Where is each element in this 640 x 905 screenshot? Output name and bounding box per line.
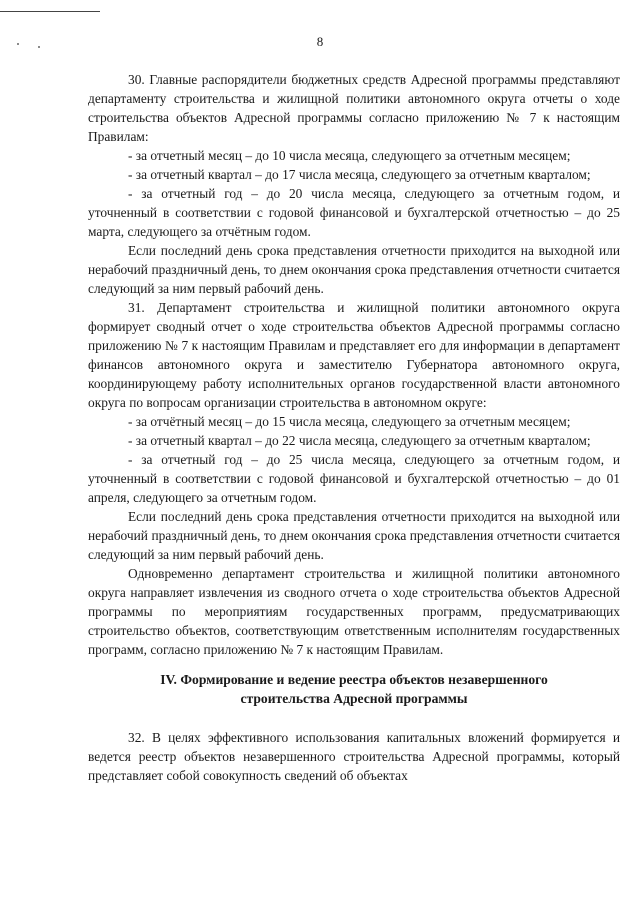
document-body bbox=[88, 70, 620, 785]
top-rule bbox=[0, 11, 100, 12]
list-item-year: - за отчетный год – до 25 числа месяца, следующего за отчетным годом, и уточненный в соответствии с годовой финансовой и бухгалтерской отчетностью – до 01 апреля, следующего за отчетным годом. bbox=[88, 452, 620, 505]
paragraph-extracts: Одновременно департамент строительства и жилищной политики автономного округа направляет извлечения из сводного отчета о ходе строительства объектов Адресной программы по мероприятиям государственных программ, предусматривающих строительство объектов, соответствующим ответственным исполнителям государственных программ, согласно приложению № 7 к настоящим Правилам. bbox=[88, 566, 620, 657]
list-item-year: - за отчетный год – до 20 числа месяца, следующего за отчетным годом, и уточненный в соответствии с годовой финансовой и бухгалтерской отчетностью – до 25 марта, следующего за отчётным годом. bbox=[88, 186, 620, 239]
list-item-quarter: - за отчетный квартал – до 22 числа месяца, следующего за отчетным кварталом; bbox=[128, 433, 591, 448]
section-heading: IV. Формирование и ведение реестра объектов незавершенного строительства Адресной программы bbox=[160, 672, 548, 706]
paragraph-31: 31. Департамент строительства и жилищной политики автономного округа формирует сводный отчет о ходе строительства объектов Адресной программы согласно приложению № 7 к настоящим Правилам и представляет его для информации в департамент финансов автономного округа и заместителю Губернатора автономного округа, координирующему работу исполнительных органов государственной власти автономного округа по вопросам организации строительства в автономном округе: bbox=[88, 300, 620, 410]
page-number: 8 bbox=[316, 34, 324, 49]
spacer bbox=[88, 708, 620, 728]
list-item-month: - за отчётный месяц – до 15 числа месяца, следующего за отчетным месяцем; bbox=[128, 414, 571, 429]
list-item-month: - за отчетный месяц – до 10 числа месяца, следующего за отчетным месяцем; bbox=[128, 148, 571, 163]
paragraph-deadline-note: Если последний день срока представления отчетности приходится на выходной или нерабочий праздничный день, то днем окончания срока представления отчетности считается следующий за ним первый рабочий день. bbox=[88, 509, 620, 562]
paragraph-deadline-note: Если последний день срока представления отчетности приходится на выходной или нерабочий праздничный день, то днем окончания срока представления отчетности считается следующий за ним первый рабочий день. bbox=[88, 243, 620, 296]
list-item-quarter: - за отчетный квартал – до 17 числа месяца, следующего за отчетным кварталом; bbox=[128, 167, 591, 182]
paragraph-30: 30. Главные распорядители бюджетных средств Адресной программы представляют департаменту строительства и жилищной политики автономного округа отчеты о ходе строительства объектов Адресной программы согласно приложению № 7 к настоящим Правилам: bbox=[88, 72, 620, 144]
paragraph-32: 32. В целях эффективного использования капитальных вложений формируется и ведется реестр объектов незавершенного строительства Адресной программы, который представляет собой совокупность сведений об объектах bbox=[88, 730, 620, 783]
